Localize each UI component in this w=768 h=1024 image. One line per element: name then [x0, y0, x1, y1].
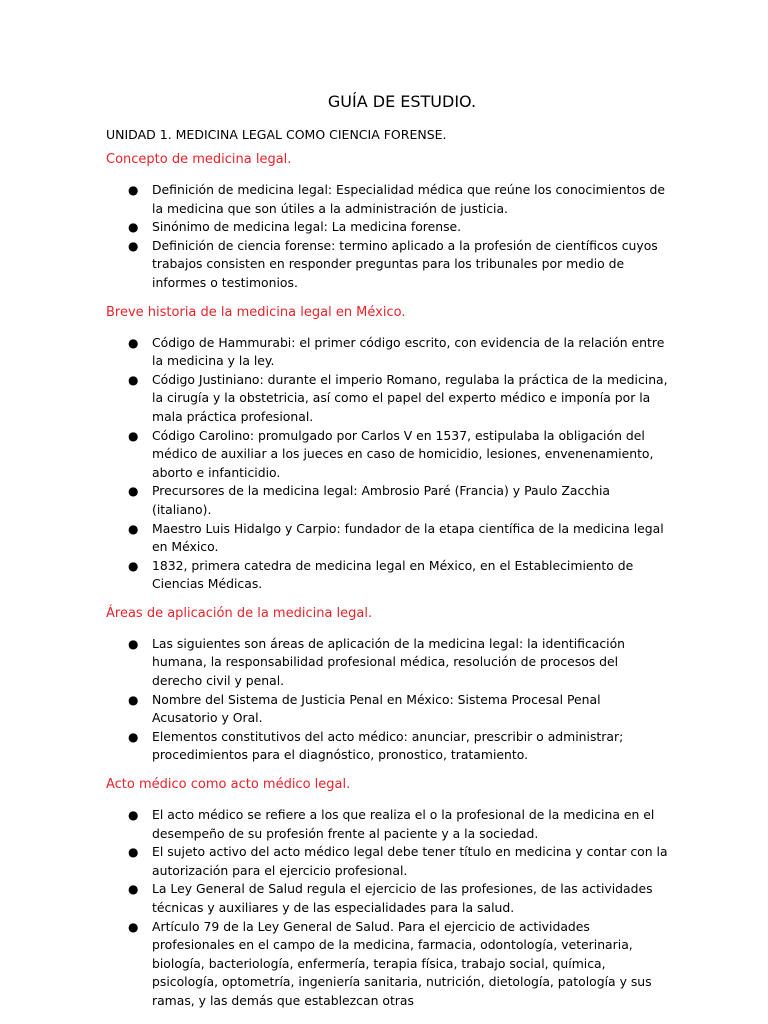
list-item-text: Elementos constitutivos del acto médico: anunciar, prescribir o administrar; procedimientos para el diagnóstico, pronostico, tratamiento.: [152, 728, 624, 763]
list-item-text: Maestro Luis Hidalgo y Carpio: fundador de la etapa científica de la medicina legal en México.: [152, 520, 664, 555]
section-list-historia: [106, 334, 668, 594]
bullet-icon: ●: [128, 882, 139, 897]
list-item-text: Definición de medicina legal: Especialidad médica que reúne los conocimientos de la medicina que son útiles a la administración de justicia.: [152, 182, 665, 216]
list-item: [106, 880, 668, 917]
bullet-icon: ●: [128, 428, 139, 443]
bullet-icon: ●: [128, 919, 139, 934]
list-item: [106, 218, 668, 237]
bullet-icon: ●: [128, 484, 139, 499]
list-item-text: El sujeto activo del acto médico legal debe tener título en medicina y contar con la autorización para el ejercicio profesional.: [152, 844, 668, 878]
list-item: [106, 371, 668, 427]
list-item: [106, 843, 668, 880]
bullet-icon: ●: [128, 558, 139, 573]
bullet-icon: ●: [128, 808, 139, 823]
bullet-icon: ●: [128, 220, 139, 235]
list-item-text: Precursores de la medicina legal: Ambrosio Paré (Francia) y Paulo Zacchia (italiano).: [152, 483, 610, 517]
bullet-icon: ●: [128, 238, 139, 253]
section-heading-acto-medico: Acto médico como acto médico legal.: [106, 777, 351, 793]
section-list-areas: [106, 635, 668, 765]
section-heading-historia: Breve historia de la medicina legal en México.: [106, 304, 406, 320]
bullet-icon: ●: [128, 521, 139, 536]
bullet-icon: ●: [128, 372, 139, 387]
list-item-text: Sinónimo de medicina legal: La medicina forense.: [152, 219, 462, 235]
list-item-text: El acto médico se refiere a los que realiza el o la profesional de la medicina en el desempeño de su profesión frente al paciente y a la sociedad.: [152, 807, 655, 841]
list-item: [106, 918, 668, 1011]
list-item-text: Código de Hammurabi: el primer código escrito, con evidencia de la relación entre la medicina y la ley.: [152, 334, 665, 369]
list-item: [106, 691, 668, 728]
list-item-text: Artículo 79 de la Ley General de Salud. Para el ejercicio de actividades profesionales en el campo de la medicina, farmacia, odontología, veterinaria, biología, bacteriología, enfermería, terapia física, trabajo social, química, psicología, optometría, ingeniería sanitaria, nutrición, dietología, patología y sus ramas, y las demás que establezcan otras: [152, 918, 652, 1008]
bullet-icon: ●: [128, 636, 139, 651]
list-item-text: Nombre del Sistema de Justicia Penal en México: Sistema Procesal Penal Acusatorio y Oral.: [152, 691, 601, 726]
list-item-text: Código Justiniano: durante el imperio Romano, regulaba la práctica de la medicina, la cirugía y la obstetricia, así como el papel del experto médico e imponía por la mala práctica profesional.: [152, 371, 668, 424]
list-item: [106, 427, 668, 483]
list-item: [106, 237, 668, 293]
bullet-icon: ●: [128, 729, 139, 744]
bullet-icon: ●: [128, 183, 139, 197]
bullet-icon: ●: [128, 845, 139, 860]
section-heading-concepto: Concepto de medicina legal.: [106, 152, 292, 167]
list-item: [106, 181, 668, 218]
list-item: [106, 728, 668, 765]
list-item: [106, 557, 668, 594]
section-list-acto-medico: [106, 806, 668, 1011]
bullet-icon: ●: [128, 335, 139, 350]
list-item: [106, 482, 668, 519]
list-item-text: Código Carolino: promulgado por Carlos V en 1537, estipulaba la obligación del médico de auxiliar a los jueces en caso de homicidio, lesiones, envenenamiento, aborto e infanticidio.: [152, 427, 654, 480]
list-item-text: Definición de ciencia forense: termino aplicado a la profesión de científicos cuyos trabajos consisten en responder preguntas para los tribunales por medio de informes o testimonios.: [152, 237, 658, 290]
list-item-text: La Ley General de Salud regula el ejercicio de las profesiones, de las actividades técnicas y auxiliares y de las especialidades para la salud.: [152, 881, 653, 915]
section-list-concepto: [106, 181, 668, 293]
unit-heading: UNIDAD 1. MEDICINA LEGAL COMO CIENCIA FORENSE.: [106, 127, 447, 142]
section-heading-areas: Áreas de aplicación de la medicina legal.: [106, 605, 373, 621]
document-title: GUÍA DE ESTUDIO.: [327, 92, 477, 111]
list-item: [106, 635, 668, 691]
list-item: [106, 334, 668, 371]
bullet-icon: ●: [128, 692, 139, 707]
list-item: [106, 520, 668, 557]
list-item-text: Las siguientes son áreas de aplicación de la medicina legal: la identificación humana, la responsabilidad profesional médica, resolución de procesos del derecho civil y penal.: [152, 635, 626, 689]
list-item: [106, 806, 668, 843]
list-item-text: 1832, primera catedra de medicina legal en México, en el Establecimiento de Ciencias Médicas.: [152, 557, 634, 592]
